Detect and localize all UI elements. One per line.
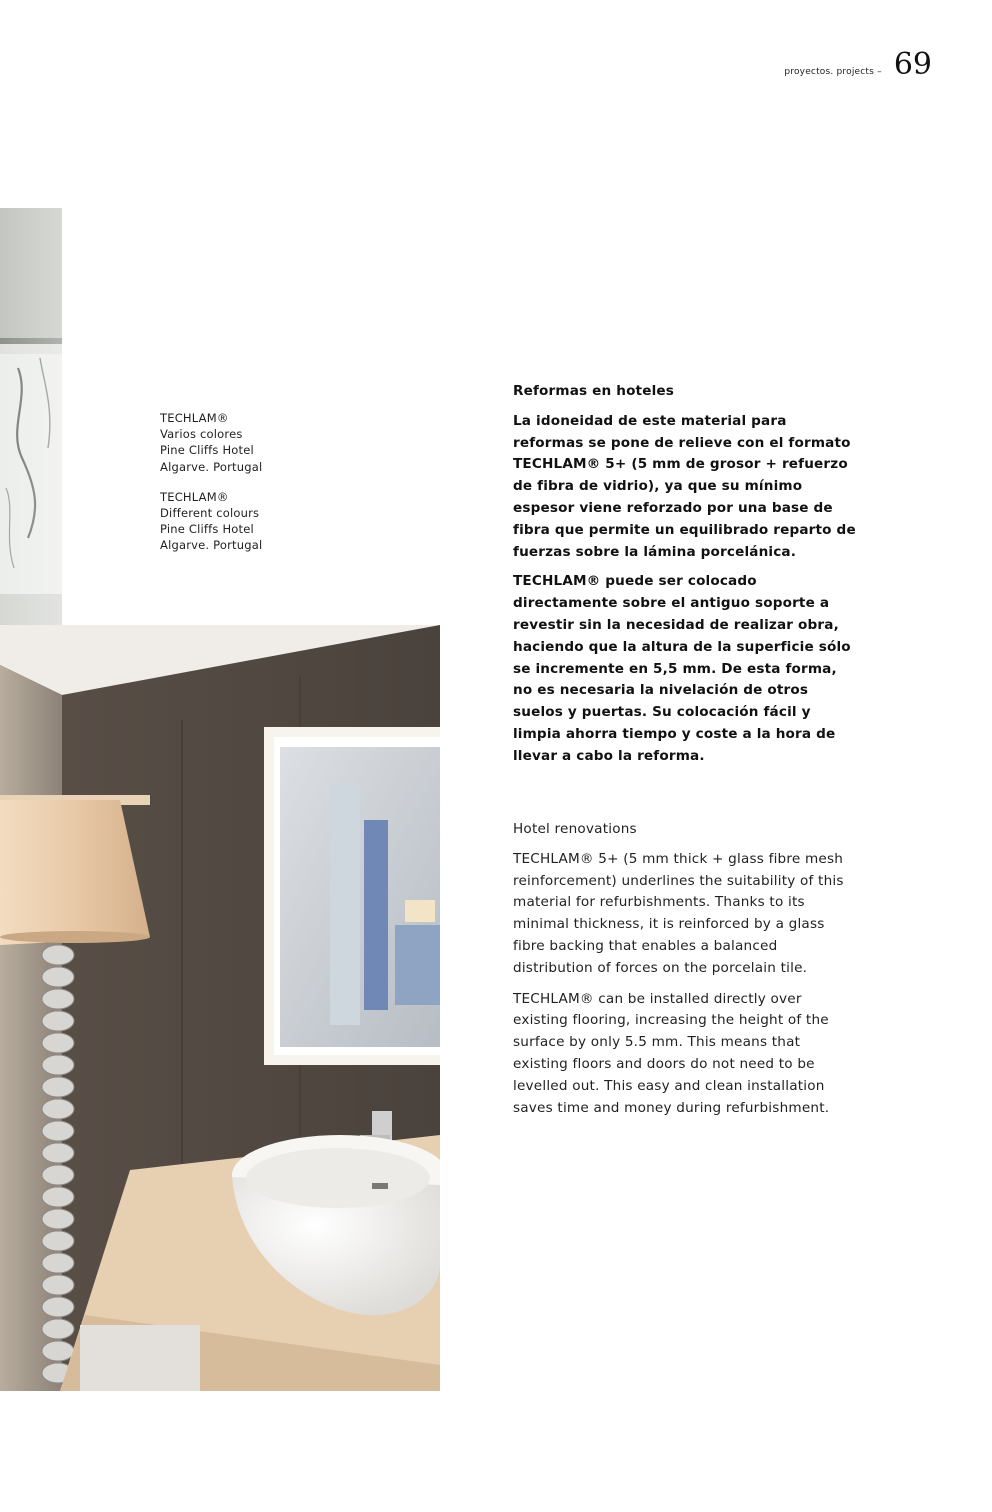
spanish-paragraph: TECHLAM® puede ser colocado directamente sobre el antiguo soporte a revestir sin la necesidad de realizar obra, haciendo que la altura de la superficie sólo se incremente en 5,5 mm. De esta forma, no es necesaria la nivelación de otros suelos y puertas. Su colocación fácil y limpia ahorra tiempo y coste a la hora de llevar a cabo la reforma. bbox=[513, 573, 851, 764]
english-paragraph: TECHLAM® 5+ (5 mm thick + glass fibre mesh reinforcement) underlines the suitability of this material for refurbishments. Thanks to its minimal thickness, it is reinforced by a glass fibre backing that enables a balanced distribution of forces on the porcelain tile. bbox=[513, 850, 844, 976]
spanish-paragraph: La idoneidad de este material para reformas se pone de relieve con el formato TECHLAM® 5+ (5 mm de grosor + refuerzo de fibra de vidrio), ya que su mínimo espesor viene reforzado por una base de fibra que permite un equilibrado reparto de fuerzas sobre la lámina porcelánica. bbox=[513, 412, 856, 560]
caption-es-line: Pine Cliffs Hotel bbox=[160, 443, 254, 458]
caption-es bbox=[160, 410, 262, 475]
english-paragraph: TECHLAM® can be installed directly over existing flooring, increasing the height of the surface by only 5.5 mm. This means that existing floors and doors do not need to be levelled out. This easy and clean installation saves time and money during refurbishment. bbox=[513, 990, 830, 1116]
marble-wall-photo bbox=[0, 208, 62, 625]
photo-caption bbox=[160, 410, 262, 568]
page-number: 69 bbox=[893, 47, 932, 82]
caption-en bbox=[160, 489, 262, 554]
caption-es-line: Algarve. Portugal bbox=[160, 459, 263, 474]
caption-es-line: TECHLAM® bbox=[160, 411, 229, 425]
section-label: proyectos. projects – bbox=[784, 67, 882, 77]
spanish-text bbox=[513, 381, 858, 776]
english-text bbox=[513, 819, 858, 1128]
caption-en-line: Pine Cliffs Hotel bbox=[160, 522, 254, 537]
spanish-heading: Reformas en hoteles bbox=[513, 383, 674, 399]
caption-en-line: TECHLAM® bbox=[160, 489, 229, 504]
caption-en-line: Different colours bbox=[160, 506, 260, 521]
marble-wall-illustration bbox=[0, 208, 62, 625]
caption-es-line: Varios colores bbox=[160, 427, 243, 442]
caption-en-line: Algarve. Portugal bbox=[160, 538, 263, 553]
page-header bbox=[784, 47, 932, 82]
bathroom-illustration bbox=[0, 625, 440, 1391]
english-heading: Hotel renovations bbox=[513, 821, 637, 837]
bathroom-photo bbox=[0, 625, 440, 1391]
